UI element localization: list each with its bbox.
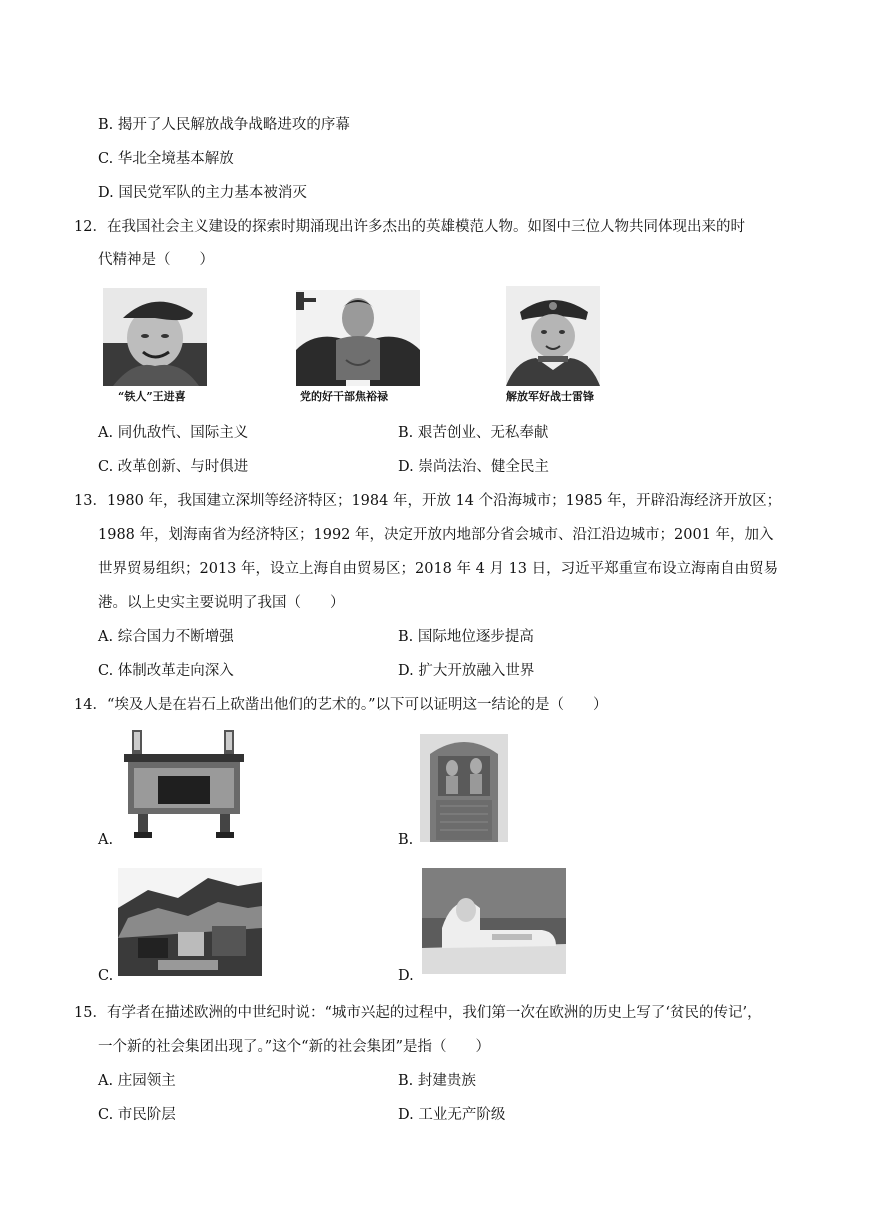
q14-option-b-label: B.: [398, 832, 414, 848]
q14-option-a-label: A.: [98, 832, 114, 848]
q13-option-a: A. 综合国力不断增强: [98, 629, 234, 645]
caption-jiao-yulu: 党的好干部焦裕禄: [300, 390, 388, 403]
q14-stem: 14．“埃及人是在岩石上砍凿出他们的艺术的。”以下可以证明这一结论的是（ ）: [74, 697, 608, 713]
q14-option-d-label: D.: [398, 968, 414, 984]
q12-option-b: B. 艰苦创业、无私奉献: [398, 425, 549, 441]
q13-option-b: B. 国际地位逐步提高: [398, 629, 534, 645]
photo-jiao-yulu: [296, 290, 420, 386]
q12-option-d: D. 崇尚法治、健全民主: [398, 459, 549, 475]
q13-stem-line2: 1988 年，划海南省为经济特区；1992 年，决定开放内地部分省会城市、沿江沿边城市；2001 年，加入: [98, 527, 774, 543]
q13-stem-line3: 世界贸易组织；2013 年，设立上海自由贸易区；2018 年 4 月 13 日，习近平郑重宣布设立海南自由贸易: [98, 561, 779, 577]
q12-option-c: C. 改革创新、与时俱进: [98, 459, 249, 475]
q15-option-a: A. 庄园领主: [98, 1073, 176, 1089]
q14-option-c-label: C.: [98, 968, 114, 984]
q15-stem-line2: 一个新的社会集团出现了。”这个“新的社会集团”是指（ ）: [98, 1039, 490, 1055]
q13-option-d: D. 扩大开放融入世界: [398, 663, 535, 679]
q12-stem-line1: 12．在我国社会主义建设的探索时期涌现出许多杰出的英雄模范人物。如图中三位人物共同体现出来的时: [74, 219, 745, 235]
caption-wang-jinxi: “铁人”王进喜: [118, 390, 186, 403]
q15-option-d: D. 工业无产阶级: [398, 1107, 506, 1123]
q11-option-c: C. 华北全境基本解放: [98, 151, 234, 167]
q15-stem-line1: 15．有学者在描述欧洲的中世纪时说：“城市兴起的过程中，我们第一次在欧洲的历史上写了‘贫民的传记’，: [74, 1005, 762, 1021]
image-code-stele: [420, 734, 508, 842]
q12-stem-line2: 代精神是（ ）: [98, 252, 214, 268]
q15-option-c: C. 市民阶层: [98, 1107, 176, 1123]
image-sphinx: [422, 868, 566, 974]
q12-option-a: A. 同仇敌忾、国际主义: [98, 425, 249, 441]
photo-lei-feng: [506, 286, 600, 386]
image-bronze-ding: [120, 728, 248, 840]
image-ancient-ruins: [118, 868, 262, 976]
q13-stem-line4: 港。以上史实主要说明了我国（ ）: [98, 595, 345, 611]
photo-wang-jinxi: [103, 288, 207, 386]
caption-lei-feng: 解放军好战士雷锋: [506, 390, 594, 403]
q15-option-b: B. 封建贵族: [398, 1073, 476, 1089]
q13-option-c: C. 体制改革走向深入: [98, 663, 234, 679]
q11-option-d: D. 国民党军队的主力基本被消灭: [98, 185, 307, 201]
q11-option-b: B. 揭开了人民解放战争战略进攻的序幕: [98, 117, 350, 133]
q13-stem-line1: 13．1980 年，我国建立深圳等经济特区；1984 年，开放 14 个沿海城市；1985 年，开辟沿海经济开放区；: [74, 493, 782, 509]
